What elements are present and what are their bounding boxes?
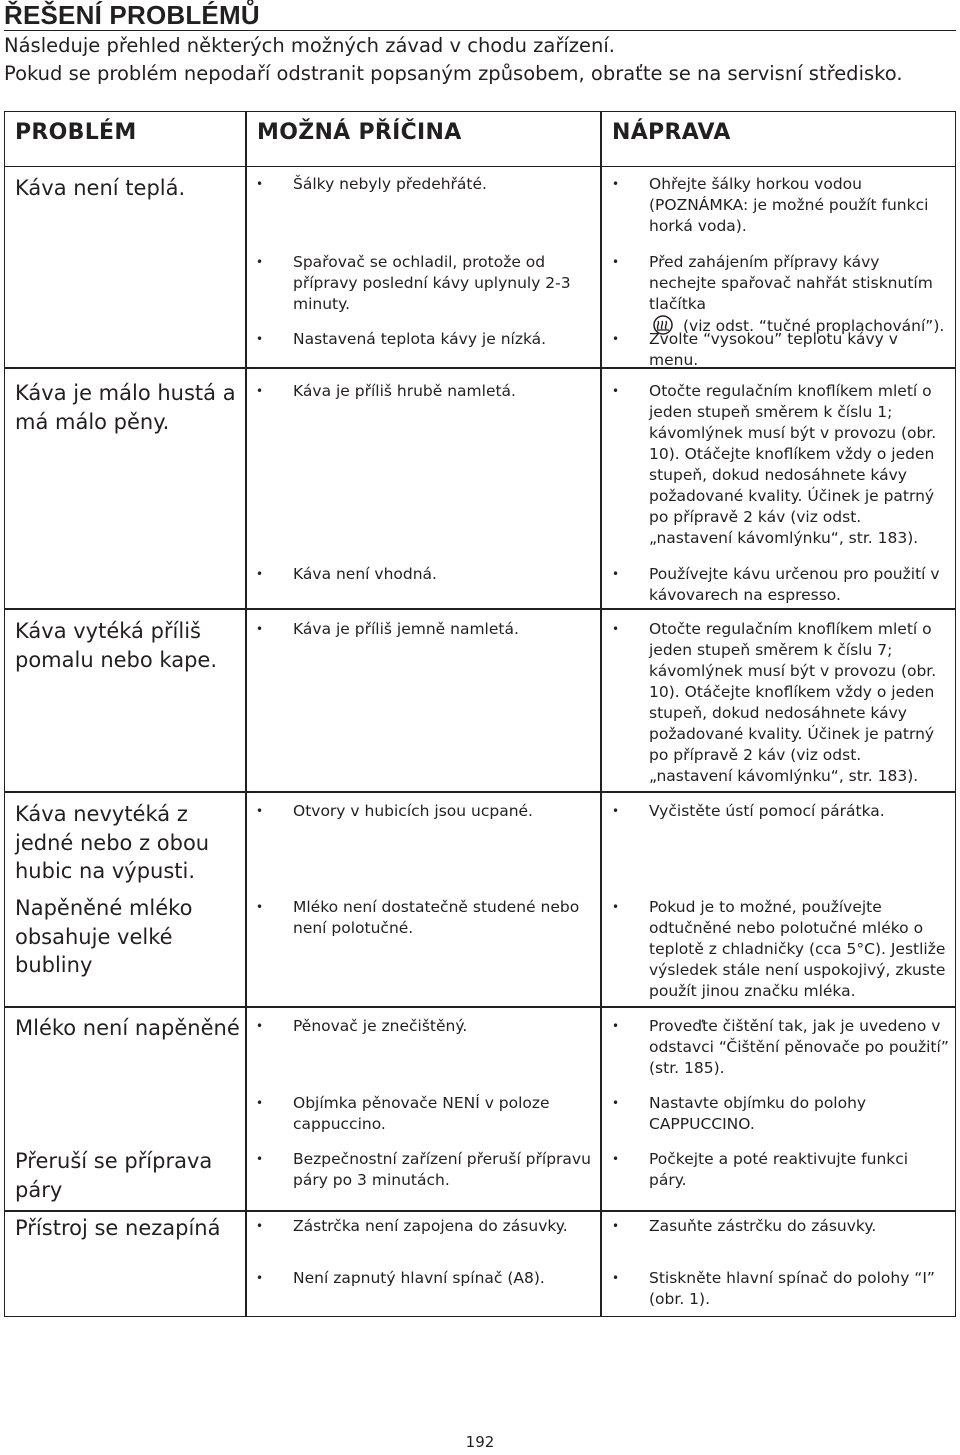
header-cause: MOŽNÁ PŘÍČINA	[257, 120, 462, 145]
bullet: •	[256, 567, 264, 581]
page-number: 192	[465, 1433, 495, 1451]
remedy-item: • Zvolte “vysokou” teplotu kávy v menu.	[612, 330, 898, 369]
remedy-item: • Zasuňte zástrčku do zásuvky.	[612, 1217, 877, 1235]
bullet: •	[256, 622, 264, 636]
problem-cell: Káva je málo hustá a má málo pěny.	[15, 381, 236, 434]
page-title: ŘEŠENÍ PROBLÉMŮ	[4, 0, 956, 31]
column-divider	[245, 112, 247, 166]
column-divider	[600, 112, 602, 166]
problem-cell: Káva vytéká příliš pomalu nebo kape.	[15, 619, 217, 672]
column-divider	[245, 167, 247, 1317]
bullet: •	[612, 1096, 620, 1110]
problem-cell: Káva nevytéká z jedné nebo z obou hubic na výpusti.	[15, 802, 210, 883]
cause-item: • Nastavená teplota kávy je nízká.	[256, 330, 547, 348]
cause-item: • Otvory v hubicích jsou ucpané.	[256, 802, 533, 820]
cause-item: • Pěnovač je znečištěný.	[256, 1017, 468, 1035]
problem-cell: Mléko není napěněné	[15, 1016, 240, 1040]
row-divider	[4, 608, 956, 610]
bullet: •	[612, 1019, 620, 1033]
remedy-item: • Proveďte čištění tak, jak je uvedeno v odstavci “Čištění pěnovače po použití” (str. 185).	[612, 1017, 949, 1077]
bullet: •	[256, 177, 264, 191]
bullet: •	[256, 804, 264, 818]
bullet: •	[612, 255, 620, 269]
bullet: •	[256, 1219, 264, 1233]
bullet: •	[612, 1271, 620, 1285]
header-remedy: NÁPRAVA	[612, 120, 731, 145]
row-divider	[4, 791, 956, 793]
table-header	[4, 111, 956, 167]
remedy-item: • Otočte regulačním knoflíkem mletí o jeden stupeň směrem k číslu 1; kávomlýnek musí být v provozu (obr. 10). Otáčejte knoflíkem vždy o jeden stupeň, dokud nedosáhnete kávy požadované kvality. Účinek je patrný po přípravě 2 káv (viz odst. „nastavení kávomlýnku“, str. 183).	[612, 382, 937, 547]
problem-cell: Přeruší se příprava páry	[15, 1149, 213, 1202]
remedy-item: • Nastavte objímku do polohy CAPPUCCINO.	[612, 1094, 867, 1133]
bullet: •	[612, 177, 620, 191]
problem-cell: Napěněné mléko obsahuje velké bubliny	[15, 896, 193, 977]
bullet: •	[256, 255, 264, 269]
bullet: •	[256, 1271, 264, 1285]
cause-item: • Mléko není dostatečně studené nebo není polotučné.	[256, 898, 580, 937]
header-problem: PROBLÉM	[15, 120, 137, 145]
problem-cell: Káva není teplá.	[15, 176, 186, 200]
cause-item: • Káva je příliš jemně namletá.	[256, 620, 519, 638]
remedy-item: • Vyčistěte ústí pomocí párátka.	[612, 802, 885, 820]
bullet: •	[256, 1096, 264, 1110]
cause-item: • Objímka pěnovače NENÍ v poloze cappuccino.	[256, 1094, 550, 1133]
cause-item: • Šálky nebyly předehřáté.	[256, 175, 487, 193]
bullet: •	[256, 1019, 264, 1033]
bullet: •	[256, 332, 264, 346]
remedy-item: • Ohřejte šálky horkou vodou (POZNÁMKA: je možné použít funkci horká voda).	[612, 175, 929, 235]
bullet: •	[256, 384, 264, 398]
remedy-item: • Počkejte a poté reaktivujte funkci páry.	[612, 1150, 909, 1189]
cause-item: • Zástrčka není zapojena do zásuvky.	[256, 1217, 568, 1235]
cause-item: • Káva není vhodná.	[256, 565, 437, 583]
intro-line: Následuje přehled některých možných závad v chodu zařízení.	[4, 34, 616, 57]
bullet: •	[256, 900, 264, 914]
bullet: •	[256, 1152, 264, 1166]
cause-item: • Není zapnutý hlavní spínač (A8).	[256, 1269, 545, 1287]
intro-line: Pokud se problém nepodaří odstranit popsaným způsobem, obraťte se na servisní středisko.	[4, 62, 903, 85]
remedy-item: • Před zahájením přípravy kávy nechejte spařovač nahřát stisknutím tlačítka (viz odst. “tučné proplachování”).	[612, 253, 945, 335]
row-divider	[4, 1210, 956, 1212]
remedy-item: • Používejte kávu určenou pro použití v kávovarech na espresso.	[612, 565, 940, 604]
bullet: •	[612, 1219, 620, 1233]
bullet: •	[612, 622, 620, 636]
remedy-item: • Otočte regulačním knoflíkem mletí o jeden stupeň směrem k číslu 7; kávomlýnek musí být v provozu (obr. 10). Otáčejte knoflíkem vždy o jeden stupeň, dokud nedosáhnete kávy požadované kvality. Účinek je patrný po přípravě 2 káv (viz odst. „nastavení kávomlýnku“, str. 183).	[612, 620, 937, 785]
cause-item: • Spařovač se ochladil, protože od přípravy poslední kávy uplynuly 2-3 minuty.	[256, 253, 571, 313]
bullet: •	[612, 384, 620, 398]
problem-cell: Přístroj se nezapíná	[15, 1216, 221, 1240]
remedy-item: • Stiskněte hlavní spínač do polohy “I” (obr. 1).	[612, 1269, 935, 1308]
bullet: •	[612, 804, 620, 818]
cause-item: • Káva je příliš hrubě namletá.	[256, 382, 516, 400]
bullet: •	[612, 1152, 620, 1166]
column-divider	[600, 167, 602, 1317]
cause-item: • Bezpečnostní zařízení přeruší přípravu páry po 3 minutách.	[256, 1150, 591, 1189]
remedy-item: • Pokud je to možné, používejte odtučněné nebo polotučné mléko o teplotě z chladničky (cca 5°C). Jestliže výsledek stále není uspokojivý, zkuste použít jinou značku mléka.	[612, 898, 946, 1000]
bullet: •	[612, 332, 620, 346]
row-divider	[4, 1006, 956, 1008]
bullet: •	[612, 900, 620, 914]
bullet: •	[612, 567, 620, 581]
